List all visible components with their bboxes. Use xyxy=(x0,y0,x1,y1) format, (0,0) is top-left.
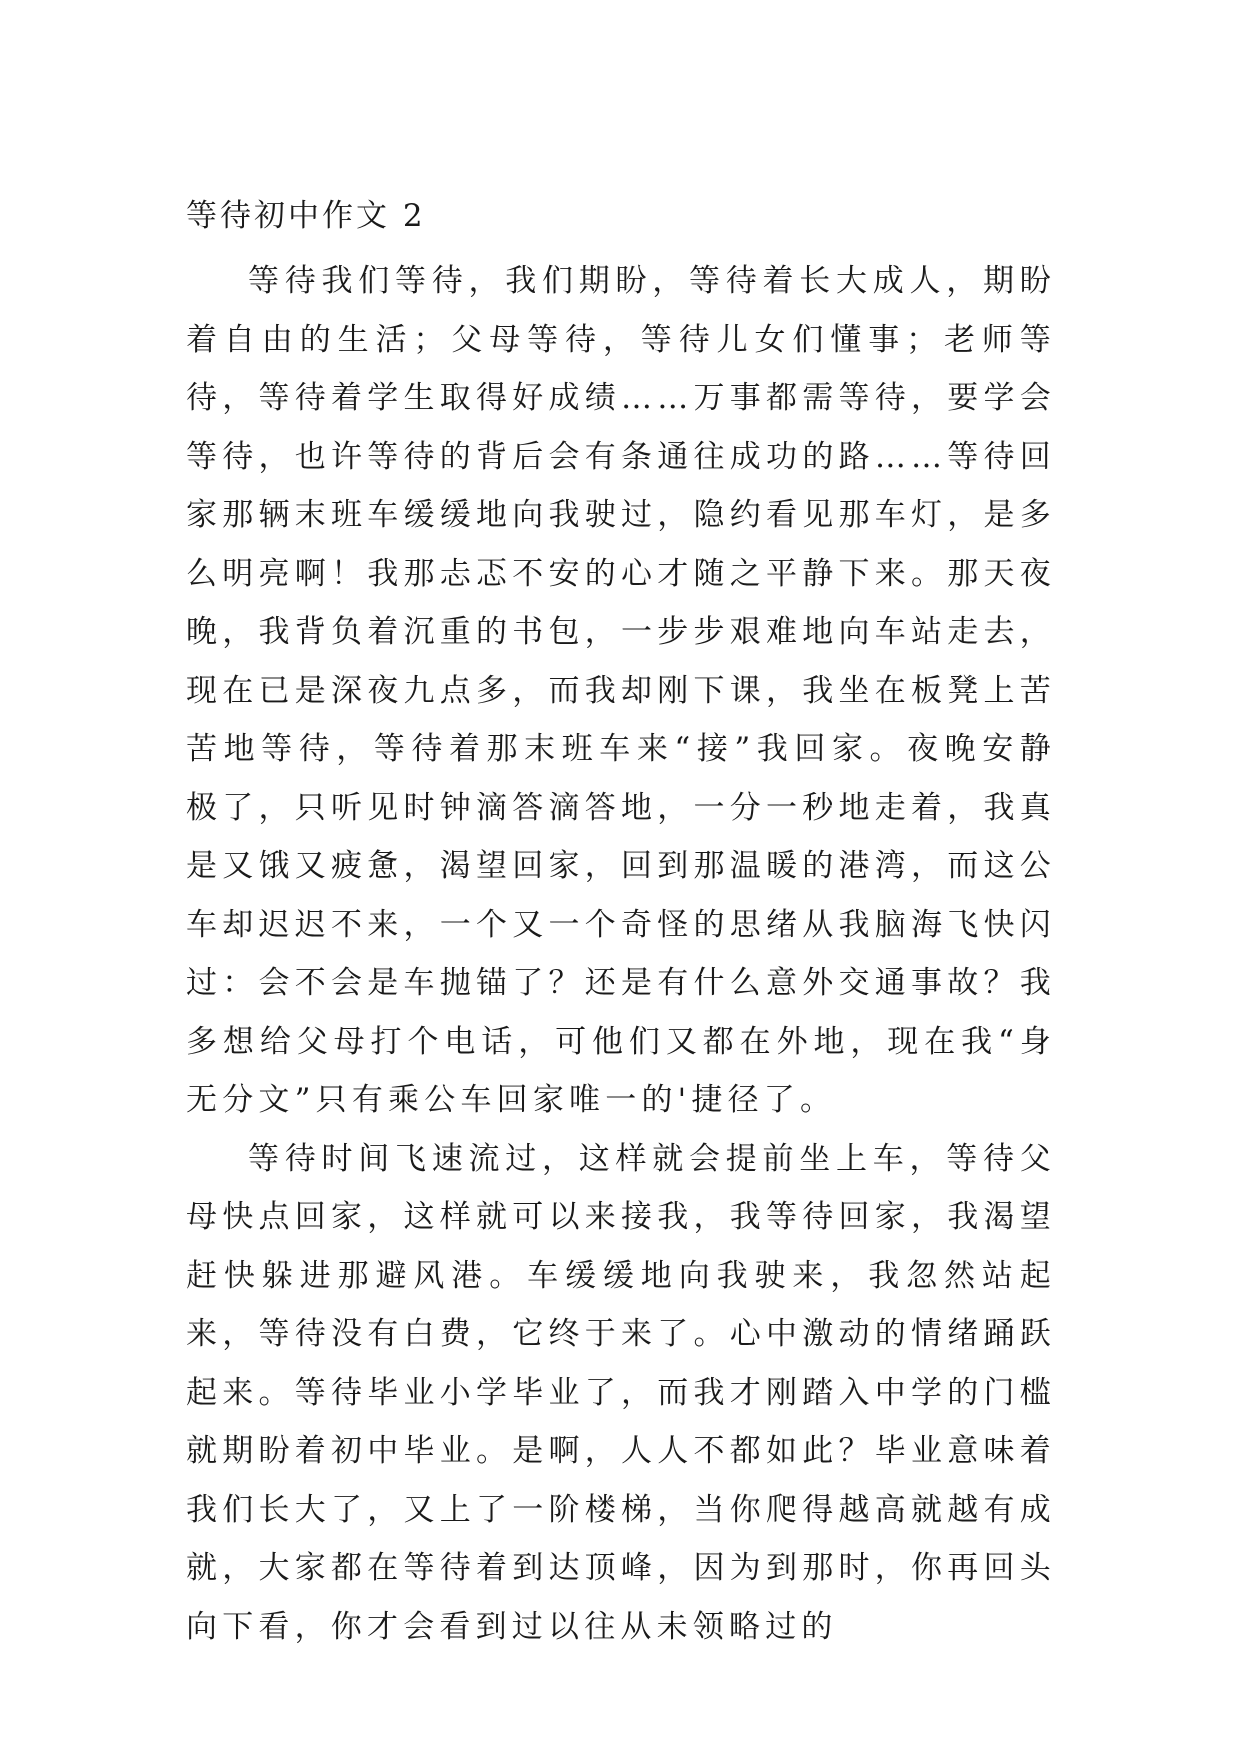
paragraph-2: 等待时间飞速流过，这样就会提前坐上车，等待父母快点回家，这样就可以来接我，我等待回家，我渴望赶快躲进那避风港。车缓缓地向我驶来，我忽然站起来，等待没有白费，它终于来了。心中激动的情绪踊跃起来。等待毕业小学毕业了，而我才刚踏入中学的门槛就期盼着初中毕业。是啊，人人不都如此？毕业意味着我们长大了，又上了一阶楼梯，当你爬得越高就越有成就，大家都在等待着到达顶峰，因为到那时，你再回头向下看，你才会看到过以往从未领略过的 xyxy=(186,1140,1056,1645)
document-page xyxy=(186,194,1056,1656)
document-title: 等待初中作文 2 xyxy=(186,198,426,234)
paragraph-1: 等待我们等待，我们期盼，等待着长大成人，期盼着自由的生活；父母等待，等待儿女们懂事；老师等待，等待着学生取得好成绩……万事都需等待，要学会等待，也许等待的背后会有条通往成功的路……等待回家那辆末班车缓缓地向我驶过，隐约看见那车灯，是多么明亮啊！我那忐忑不安的心才随之平静下来。那天夜晚，我背负着沉重的书包，一步步艰难地向车站走去，现在已是深夜九点多，而我却刚下课，我坐在板凳上苦苦地等待，等待着那末班车来“接”我回家。夜晚安静极了，只听见时钟滴答滴答地，一分一秒地走着，我真是又饿又疲惫，渴望回家，回到那温暖的港湾，而这公车却迟迟不来，一个又一个奇怪的思绪从我脑海飞快闪过：会不会是车抛锚了？还是有什么意外交通事故？我多想给父母打个电话，可他们又都在外地，现在我“身无分文”只有乘公车回家唯一的'捷径了。 xyxy=(186,263,1056,1118)
